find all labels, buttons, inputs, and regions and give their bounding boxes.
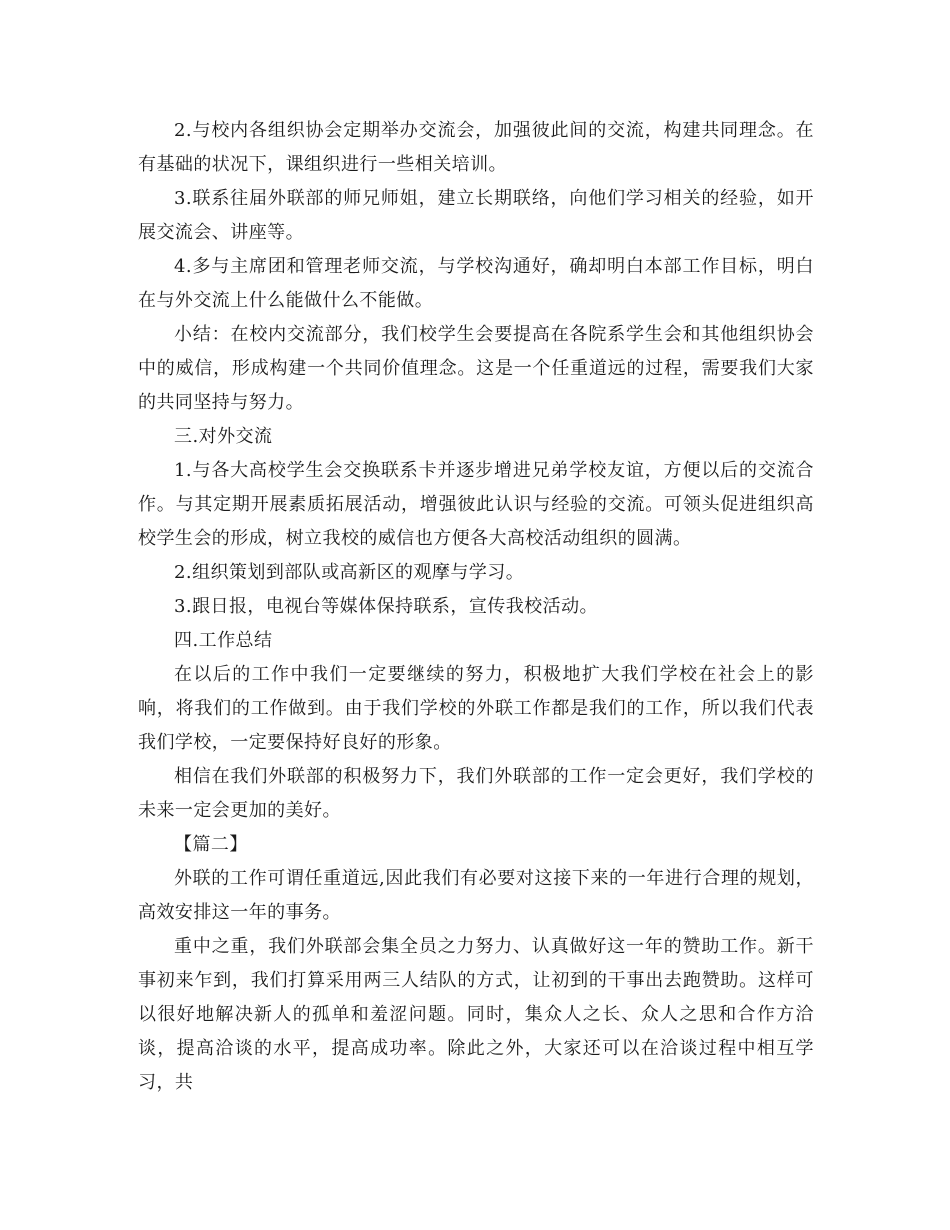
paragraph: 3.联系往届外联部的师兄师姐，建立长期联络，向他们学习相关的经验，如开展交流会、讲座等。 (138, 188, 814, 243)
paragraph: 4.多与主席团和管理老师交流，与学校沟通好，确却明白本部工作目标，明白在与外交流上什么能做什么不能做。 (138, 256, 814, 311)
paragraph: 3.跟日报，电视台等媒体保持联系，宣传我校活动。 (174, 596, 598, 617)
document-body (138, 114, 814, 1100)
section-heading: 四.工作总结 (174, 630, 273, 651)
paragraph: 小结：在校内交流部分，我们校学生会要提高在各院系学生会和其他组织协会中的威信，形成构建一个共同价值理念。这是一个任重道远的过程，需要我们大家的共同坚持与努力。 (138, 324, 814, 413)
section-heading: 三.对外交流 (174, 426, 273, 447)
paragraph: 重中之重，我们外联部会集全员之力努力、认真做好这一年的赞助工作。新干事初来乍到，我们打算采用两三人结队的方式，让初到的干事出去跑赞助。这样可以很好地解决新人的孤单和羞涩问题。同时，集众人之长、众人之思和合作方洽谈，提高洽谈的水平，提高成功率。除此之外，大家还可以在洽谈过程中相互学习，共 (138, 936, 814, 1093)
paragraph: 2.与校内各组织协会定期举办交流会，加强彼此间的交流，构建共同理念。在有基础的状况下，课组织进行一些相关培训。 (138, 120, 814, 175)
paragraph: 相信在我们外联部的积极努力下，我们外联部的工作一定会更好，我们学校的未来一定会更加的美好。 (138, 766, 814, 821)
paragraph: 在以后的工作中我们一定要继续的努力，积极地扩大我们学校在社会上的影响，将我们的工作做到。由于我们学校的外联工作都是我们的工作，所以我们代表我们学校，一定要保持好良好的形象。 (138, 664, 814, 753)
paragraph: 1.与各大高校学生会交换联系卡并逐步增进兄弟学校友谊，方便以后的交流合作。与其定期开展素质拓展活动，增强彼此认识与经验的交流。可领头促进组织高校学生会的形成，树立我校的威信也方便各大高校活动组织的圆满。 (138, 460, 814, 549)
paragraph: 外联的工作可谓任重道远,因此我们有必要对这接下来的一年进行合理的规划，高效安排这一年的事务。 (138, 868, 814, 923)
paragraph: 2.组织策划到部队或高新区的观摩与学习。 (174, 562, 525, 583)
section-heading: 【篇二】 (174, 834, 248, 855)
